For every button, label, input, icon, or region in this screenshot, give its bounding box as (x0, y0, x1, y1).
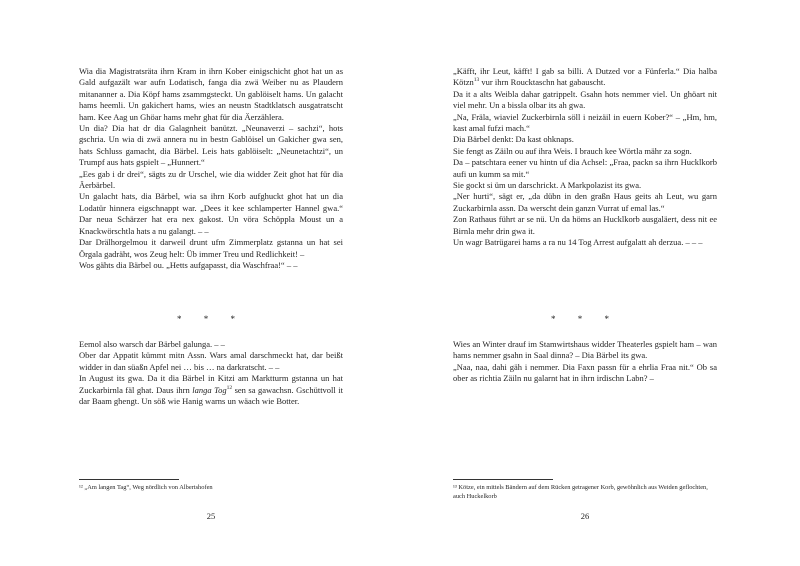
footnote-marker: 13 (473, 77, 480, 84)
footnote-rule (79, 479, 179, 480)
paragraph-text: sen sa gawachsn. Gschüttvoll it dar Baam ghengt. Un söß wie Hanig warns un wäach wie Botter. (79, 384, 344, 407)
footnote: ¹³ Kötze, ein mittels Bändern auf dem Rücken getragener Korb, gewöhnlich aus Weiden geflochten, auch Huckelkorb (453, 484, 708, 500)
page-number: 26 (580, 511, 590, 521)
paragraph: „Na, Fräla, wiaviel Zuckerbirnla söll i neizäil in euern Kober?“ – „Hm, hm, kast amal fufzi mach.“ (453, 111, 717, 134)
paragraph: „Ees gab i dr drei“, sägts zu dr Urschel, wie dia widder Zeit ghot hat für dia Äerbärbel. (79, 168, 343, 191)
paragraph-text: vur ihrn Roucktaschn hat gabauscht. (481, 77, 606, 88)
paragraph: Sie gockt si üm un darschrickt. A Markpolazist its gwa. (453, 180, 642, 191)
paragraph: Da it a alts Weibla dahar gatrippelt. Gsahn hots nemmer viel. Un ghöart nit viel mehr. Un a bissla olbar its ah gwa. (453, 88, 717, 111)
section-separator: * * * (551, 314, 619, 324)
footnote: ¹² „Am langen Tag“, Weg nördlich von Albertshofen (79, 484, 213, 491)
paragraph: Zon Rathaus führt ar se nü. Un da höms an Hucklkorb ausgaläert, dess nit ee Birnla mehr drin gwa it. (453, 214, 717, 236)
paragraph: „Ner hurti“, sägt er, „da dübn in den graßn Haus geits ah Leut, wu garn Zuckarbirnla assn. Da werscht dein ganzn Vurrat uf emal las.“ (453, 191, 717, 213)
paragraph (453, 66, 717, 89)
paragraph: „Naa, naa, dahi gäh i nemmer. Dia Faxn passn für a ehrlia Fraa nit.“ Ob sa ober as richtia Zäiln nu galarnt hat in ihrn irdischn Labn? – (453, 361, 717, 384)
paragraph: Dar Drälhorgelmou it darweil drunt ufm Zimmerplatz gstanna un hat sei Örgala gadräht, wos Zeug helt: Üb immer Treu und Redlichkeit! – (79, 237, 343, 259)
paragraph: Sie fengt as Zäiln ou auf ihra Weis. I brauch kee Wörtla mähr za sogn. (453, 145, 692, 156)
paragraph: Wos gähts dia Bärbel ou. „Hetts aufgapasst, dia Waschfraa!“ – – (79, 259, 298, 270)
paragraph: Un galacht hats, dia Bärbel, wia sa ihrn Korb aufghuckt ghot hat un dia Lodatür hinnera eigschnappt war. „Dees it kee schlamperter Hannel gwa.“ Dar neua Schärzer hat era nex gakost. Un vöra Schöppla Moust un a Knackwörschtla hats a nu galangt. – – (79, 191, 343, 236)
italic-phrase: langa Tog (192, 384, 227, 395)
left-section-1 (79, 66, 343, 271)
left-section-2 (79, 339, 343, 407)
paragraph: Ober dar Appatit kümmt mitn Assn. Wars amal darschmeckt hat, dar beißt widder in dan süaßn Apfel nei … bis … na darkratscht. – – (79, 350, 343, 372)
paragraph: Un wagr Batrügarei hams a ra nu 14 Tog Arrest aufgalatt ah derzua. – – – (453, 237, 703, 248)
footnote-rule (453, 479, 553, 480)
paragraph: Eemol also warsch dar Bärbel galunga. – – (79, 339, 225, 349)
paragraph-text: In August its gwa. Da it dia Bärbel in Kitzi am Marktturm gstanna un hat Zuckarbirnla fäl ghat. Daus ihrn (79, 373, 343, 395)
footnote-marker: 12 (226, 384, 233, 391)
paragraph: Wia dia Magistratsräta ihrn Kram in ihrn Kober einigschicht ghot hat un as Gald aufgazält war aufn Lodatisch, fanga dia zwä Weiber nu as Plaudern mitananner a. Dia Köpf hams zsammgsteckt. Un gablöiselt hams. Un galacht hams heemli. Un gakichert hams, wies an neustn Stadtklatsch ausgatratscht ham. Kee Aag un Ghöar hams mehr ghat für dia Äerzählera. (79, 66, 343, 122)
paragraph: Wies an Winter drauf im Stamwirtshaus widder Theaterles gspielt ham – wan hams nemmer gsahn in Saal dinna? – Dia Bärbel its gwa. (453, 339, 717, 361)
section-separator: * * * (177, 314, 245, 324)
paragraph (79, 373, 343, 407)
right-section-2 (453, 339, 717, 385)
page-number: 25 (206, 511, 216, 521)
paragraph: Da – patschtara eener vu hintn uf dia Achsel: „Fraa, packn sa ihrn Hucklkorb aufi un kumm sa mit.“ (453, 157, 717, 179)
right-section-1 (453, 66, 717, 249)
paragraph: Un dia? Dia hat dr dia Galagnheit banützt. „Neunaverzi – sachzi“, hots gschria. Un wia di zwä annera nu in bestn Gablöisel un Gakicher gwa sen, hats Schluss gamacht, dia Bärbel. Leis hats gablöiselt: „Neunetachtzi“, un Trumpf aus hats gspielt – „Hunnert.“ (79, 123, 343, 168)
paragraph: Dia Bärbel denkt: Da kast ohknaps. (453, 134, 574, 145)
paragraph-text: „Käfft, ihr Leut, käfft! I gab sa billi. A Dutzed vor a Fünferla.“ Dia halba Kötzn (453, 66, 717, 88)
